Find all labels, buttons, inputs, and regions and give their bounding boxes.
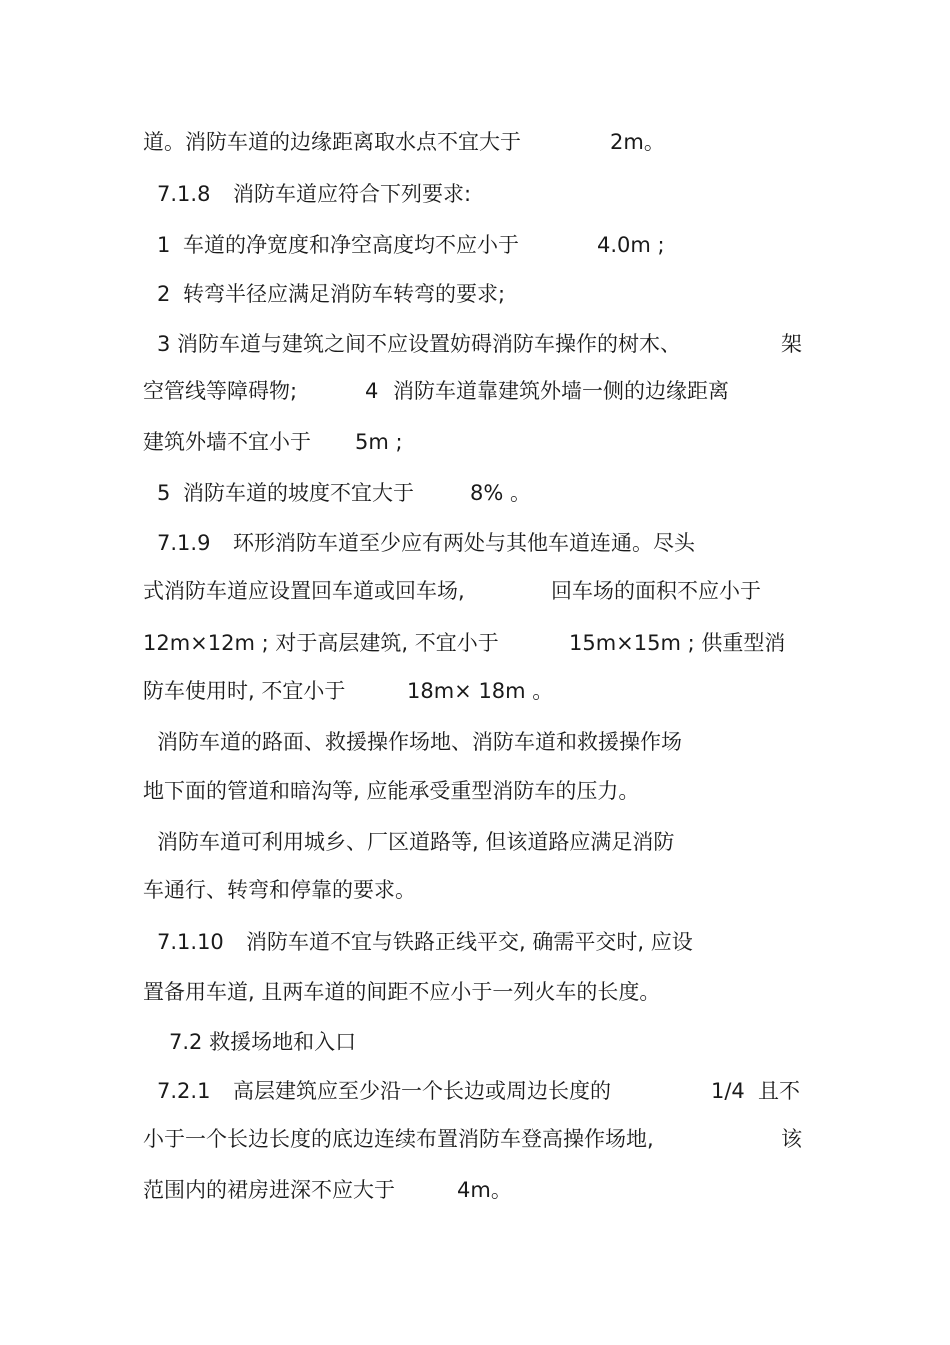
text-segment: 消防车道不宜与铁路正线平交, 确需平交时, 应设 (246, 930, 693, 954)
text-segment: 防车使用时, 不宜小于 (143, 679, 346, 703)
item-number: 5 (157, 481, 171, 505)
section-number: 7.1.8 (157, 182, 211, 206)
text-segment: 8% 。 (470, 481, 531, 505)
text-segment: 消防车道应符合下列要求: (233, 182, 472, 206)
text-segment: 消防车道靠建筑外墙一侧的边缘距离 (393, 379, 729, 403)
text-segment: 环形消防车道至少应有两处与其他车道连通。尽头 (233, 531, 695, 555)
text-segment: 消防车道的坡度不宜大于 (183, 481, 414, 505)
text-segment: 消防车道可利用城乡、厂区道路等, 但该道路应满足消防 (157, 830, 675, 854)
text-segment: 15m×15m ; 供重型消 (569, 631, 786, 655)
text-segment: 7.2 救援场地和入口 (169, 1030, 357, 1054)
text-segment: 架 (781, 332, 802, 356)
text-segment: 道。消防车道的边缘距离取水点不宜大于 (143, 130, 521, 154)
text-segment: 范围内的裙房进深不应大于 (143, 1178, 395, 1202)
text-segment: 4m。 (457, 1178, 512, 1202)
text-segment: 且不 (758, 1079, 800, 1103)
text-segment: 4.0m ; (597, 233, 665, 257)
text-segment: 18m× 18m 。 (407, 679, 554, 703)
item-number: 4 (365, 379, 379, 403)
item-number: 2 (157, 282, 171, 306)
text-segment: 空管线等障碍物; (143, 379, 298, 403)
section-number: 7.1.10 (157, 930, 224, 954)
text-segment: 建筑外墙不宜小于 (143, 430, 311, 454)
section-number: 7.1.9 (157, 531, 211, 555)
text-segment: 消防车道的路面、救援操作场地、消防车道和救援操作场 (157, 730, 682, 754)
text-segment: 式消防车道应设置回车道或回车场, (143, 579, 465, 603)
text-segment: 置备用车道, 且两车道的间距不应小于一列火车的长度。 (143, 980, 661, 1004)
text-segment: 车道的净宽度和净空高度均不应小于 (183, 233, 519, 257)
text-segment: 3 消防车道与建筑之间不应设置妨碍消防车操作的树木、 (157, 332, 682, 356)
text-segment: 高层建筑应至少沿一个长边或周边长度的 (233, 1079, 611, 1103)
text-segment: 小于一个长边长度的底边连续布置消防车登高操作场地, (143, 1127, 654, 1151)
item-number: 1 (157, 233, 171, 257)
text-segment: 2m。 (610, 130, 665, 154)
text-segment: 12m×12m ; 对于高层建筑, 不宜小于 (143, 631, 499, 655)
text-segment: 回车场的面积不应小于 (551, 579, 761, 603)
text-segment: 该 (781, 1127, 802, 1151)
text-segment: 1/4 (711, 1079, 745, 1103)
text-segment: 车通行、转弯和停靠的要求。 (143, 878, 416, 902)
text-segment: 5m ; (355, 430, 403, 454)
section-number: 7.2.1 (157, 1079, 211, 1103)
text-segment: 地下面的管道和暗沟等, 应能承受重型消防车的压力。 (143, 779, 640, 803)
text-segment: 转弯半径应满足消防车转弯的要求; (183, 282, 506, 306)
